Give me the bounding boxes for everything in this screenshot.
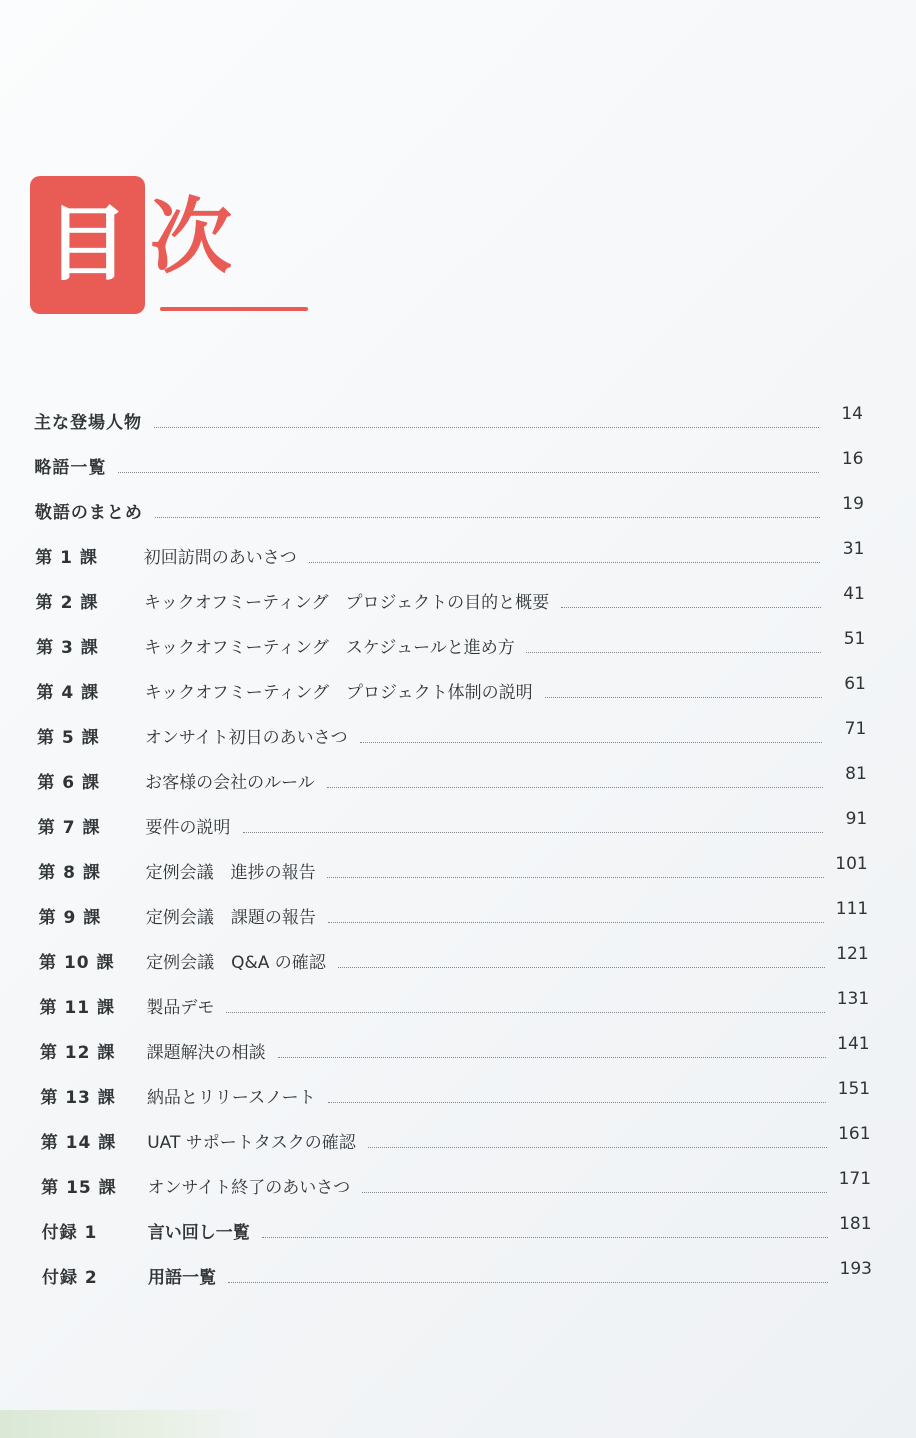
toc-label: 第 15 課 [41,1178,117,1198]
toc-title: オンサイト終了のあいさつ [147,1178,351,1198]
toc-label: 第 5 課 [36,728,100,748]
toc-label: 第 3 課 [36,638,99,658]
toc-page-number: 16 [841,449,864,469]
toc-title: 製品デモ [146,998,215,1018]
toc-page-number: 51 [843,629,866,649]
toc-label: 第 8 課 [38,863,101,883]
toc-row [39,942,869,978]
toc-row [38,807,867,843]
toc-title: UAT サポートタスクの確認 [147,1133,356,1153]
toc-page-number: 81 [845,764,867,784]
toc-leader [328,1102,826,1103]
toc-page-number: 31 [842,539,865,559]
toc-leader [155,517,820,518]
toc-row [39,987,869,1023]
toc-title: 定例会議 課題の報告 [145,908,316,928]
toc-row [37,762,866,798]
toc-label: 第 9 課 [38,908,102,928]
toc-row [41,1167,871,1203]
toc-page-number: 41 [843,584,865,604]
toc-label: 第 12 課 [39,1043,116,1063]
toc-label: 付録 1 [41,1223,98,1243]
heading-char-1: 目 [46,197,129,292]
toc-title: 納品とリリースノート [146,1088,316,1108]
toc-row [37,672,866,708]
toc-title: 初回訪問のあいさつ [143,548,297,568]
toc-title: オンサイト初日のあいさつ [144,728,348,748]
toc-leader [154,427,819,428]
toc-page-number: 171 [838,1169,872,1189]
toc-page-number: 131 [836,989,870,1009]
toc-label: 敬語のまとめ [34,503,143,523]
toc-page-number: 91 [845,809,868,829]
toc-label: 第 10 課 [39,953,115,973]
toc-page-number: 181 [839,1214,872,1234]
toc-row [36,582,865,618]
toc-row [34,447,863,483]
toc-title: 定例会議 Q&A の確認 [146,953,326,973]
toc-title: キックオフミーティング プロジェクトの目的と概要 [144,593,550,613]
toc-page-number: 101 [835,854,868,874]
toc-row [40,1077,870,1113]
toc-title: 用語一覧 [148,1268,216,1288]
toc-title: 言い回し一覧 [147,1223,250,1243]
toc-page-number: 141 [837,1034,870,1054]
toc-page-number: 121 [836,944,869,964]
toc-leader [226,1012,825,1013]
toc-label: 主な登場人物 [34,413,142,433]
toc-row [36,627,865,663]
toc-leader [561,607,821,608]
toc-row [35,492,864,528]
toc-page-number: 193 [839,1259,872,1279]
toc-title: お客様の会社のルール [145,773,315,793]
toc-page-number: 151 [837,1079,871,1099]
toc-page-number: 61 [844,674,866,694]
toc-page-number: 161 [838,1124,871,1144]
toc-title: キックオフミーティング スケジュールと進め方 [144,638,515,658]
toc-leader [362,1192,827,1193]
toc-title: 要件の説明 [145,818,231,838]
toc-leader [243,832,823,833]
toc-label: 第 4 課 [36,683,100,703]
toc-label: 付録 2 [42,1268,98,1288]
toc-leader [309,562,820,563]
heading-char-2: 次 [150,190,233,285]
toc-label: 第 11 課 [39,998,115,1018]
toc-leader [545,697,822,698]
toc-page-number: 111 [835,899,869,919]
toc-title: 定例会議 進捗の報告 [145,863,316,883]
toc-row [42,1257,872,1293]
toc-leader [328,922,825,923]
toc-label: 第 13 課 [40,1088,116,1108]
toc-row [39,897,869,933]
toc-leader [338,967,825,968]
toc-leader [262,1237,828,1238]
toc-page-number: 71 [844,719,867,739]
toc-leader [526,652,821,653]
toc-label: 略語一覧 [34,458,107,478]
toc-row [41,1122,871,1158]
toc-leader [327,877,824,878]
toc-leader [278,1057,826,1058]
toc-row [37,717,866,753]
toc-label: 第 1 課 [35,548,98,568]
toc-leader [228,1282,828,1283]
toc-row [42,1212,872,1248]
toc-leader [327,787,822,788]
toc-leader [360,742,822,743]
toc-label: 第 14 課 [40,1133,117,1153]
toc-label: 第 2 課 [35,593,99,613]
toc-label: 第 7 課 [37,818,101,838]
toc-row [38,852,868,888]
toc-title: キックオフミーティング プロジェクト体制の説明 [144,683,533,703]
toc-row [35,537,864,573]
bottom-decoration [0,1410,260,1438]
toc-leader [118,472,819,473]
toc-page-number: 14 [841,404,863,424]
toc-leader [368,1147,827,1148]
toc-page-number: 19 [842,494,864,514]
toc-row [34,402,863,438]
toc-title: 課題解決の相談 [146,1043,266,1063]
toc-row [40,1032,870,1068]
toc-label: 第 6 課 [37,773,101,793]
